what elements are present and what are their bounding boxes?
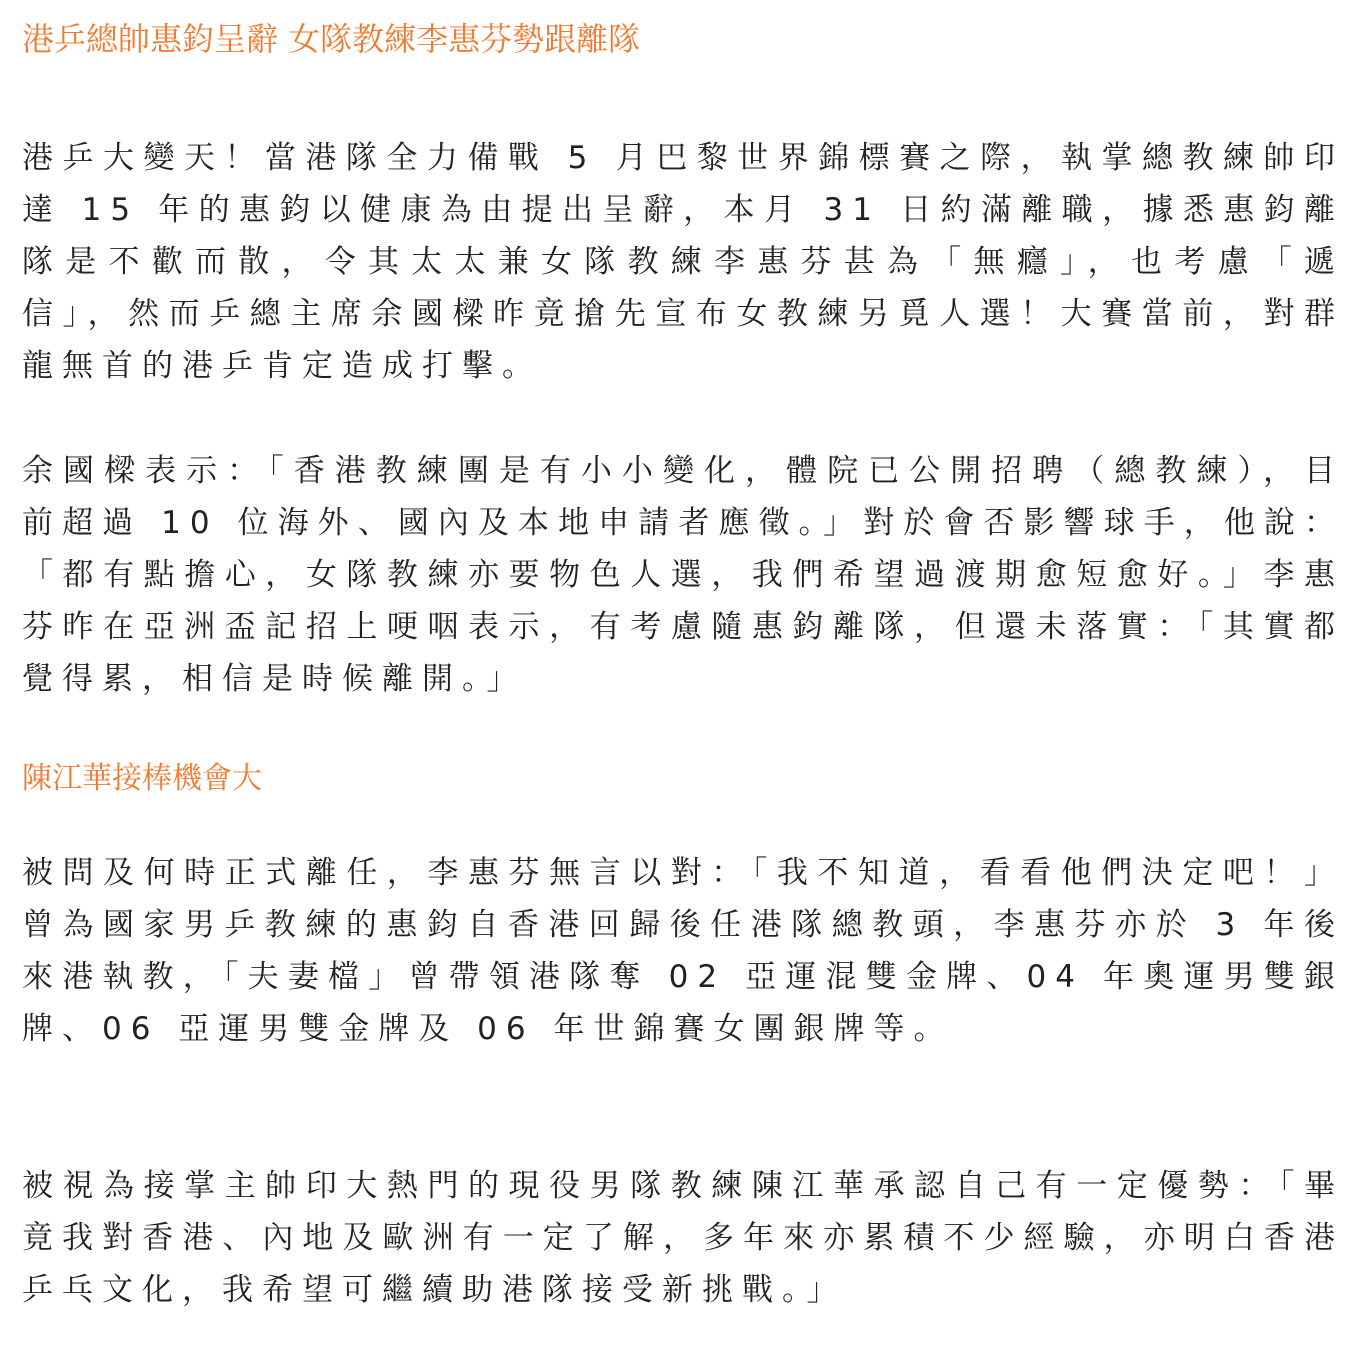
article-headline: 港乒總帥惠鈞呈辭 女隊教練李惠芬勢跟離隊 (22, 20, 641, 58)
article-paragraph-4: 被視為接掌主帥印大熱門的現役男隊教練陳江華承認自己有一定優勢：「畢竟我對香港、內地及歐洲有一定了解，多年來亦累積不少經驗，亦明白香港乒乓文化，我希望可繼續助港隊接受新挑戰。」 (22, 1168, 1344, 1308)
article-paragraph-2: 余國樑表示：「香港教練團是有小小變化，體院已公開招聘（總教練），目前超過 10 位海外、國內及本地申請者應徵。」對於會否影響球手，他說：「都有點擔心，女隊教練亦要物色人選，我們希望過渡期愈短愈好。」李惠芬昨在亞洲盃記招上哽咽表示，有考慮隨惠鈞離隊，但還未落實：「其實都覺得累，相信是時候離開。」 (22, 453, 1344, 697)
article-paragraph-1: 港乒大變天！當港隊全力備戰 5 月巴黎世界錦標賽之際，執掌總教練帥印達 15 年的惠鈞以健康為由提出呈辭，本月 31 日約滿離職，據悉惠鈞離隊是不歡而散，令其太太兼女隊教練李惠芬甚為「無癮」，也考慮「遞信」，然而乒總主席余國樑昨竟搶先宣布女教練另覓人選！大賽當前，對群龍無首的港乒肯定造成打擊。 (22, 140, 1344, 384)
article-subheading: 陳江華接棒機會大 (22, 761, 262, 796)
article-paragraph-3: 被問及何時正式離任，李惠芬無言以對：「我不知道，看看他們決定吧！」曾為國家男乒教練的惠鈞自香港回歸後任港隊總教頭，李惠芬亦於 3 年後來港執教，「夫妻檔」曾帶領港隊奪 02 亞運混雙金牌、04 年奧運男雙銀牌、06 亞運男雙金牌及 06 年世錦賽女團銀牌等。 (22, 855, 1344, 1047)
